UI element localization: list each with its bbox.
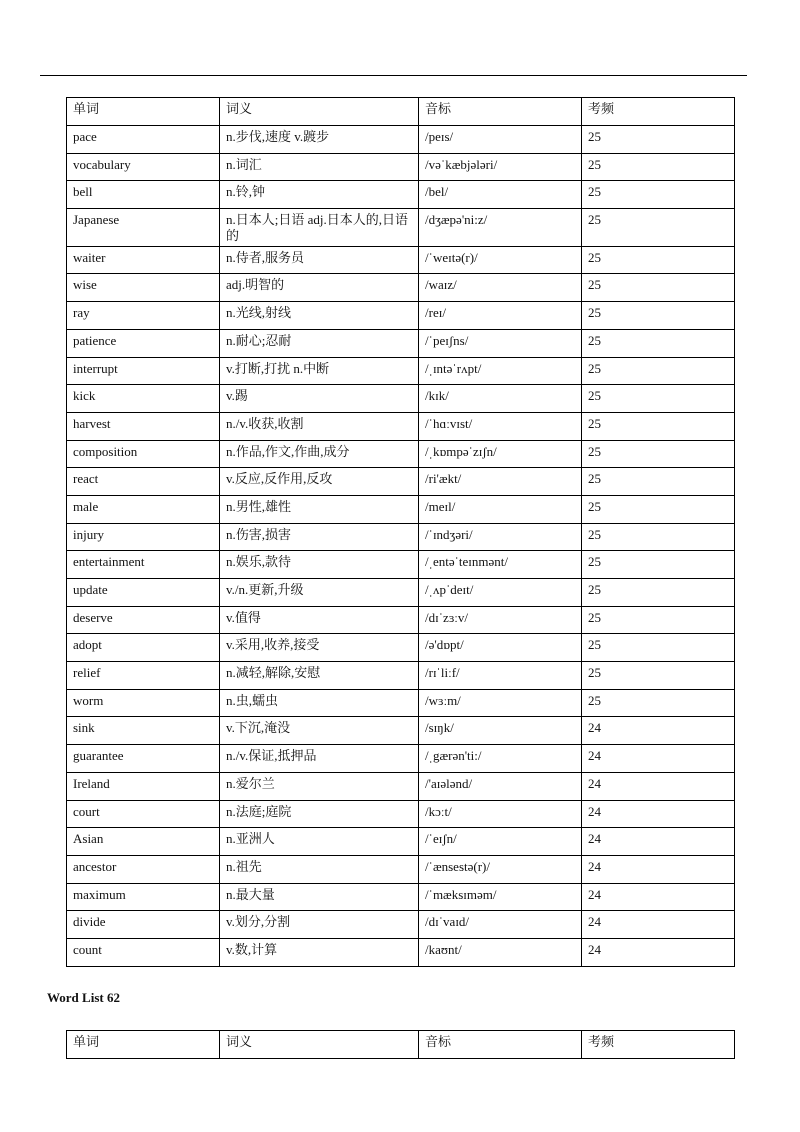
phonetic-cell: /ˈweɪtə(r)/ bbox=[419, 246, 582, 274]
meaning-cell: n.伤害,损害 bbox=[220, 523, 419, 551]
frequency-cell: 25 bbox=[582, 274, 735, 302]
table-row bbox=[67, 551, 735, 579]
meaning-cell: n.亚洲人 bbox=[220, 828, 419, 856]
word-cell: relief bbox=[67, 662, 220, 690]
meaning-cell: n.侍者,服务员 bbox=[220, 246, 419, 274]
table-row bbox=[67, 209, 735, 247]
word-cell: entertainment bbox=[67, 551, 220, 579]
meaning-cell: v.反应,反作用,反攻 bbox=[220, 468, 419, 496]
table-row bbox=[67, 745, 735, 773]
word-cell: count bbox=[67, 938, 220, 966]
meaning-cell: n.日本人;日语 adj.日本人的,日语的 bbox=[220, 209, 419, 247]
frequency-cell: 25 bbox=[582, 634, 735, 662]
phonetic-cell: /dɪˈzɜːv/ bbox=[419, 606, 582, 634]
phonetic-cell: /reɪ/ bbox=[419, 302, 582, 330]
frequency-cell: 24 bbox=[582, 911, 735, 939]
word-cell: vocabulary bbox=[67, 153, 220, 181]
phonetic-cell: /ˈɪndʒəri/ bbox=[419, 523, 582, 551]
frequency-cell: 25 bbox=[582, 495, 735, 523]
table-row bbox=[67, 911, 735, 939]
phonetic-cell: /ˈmæksɪməm/ bbox=[419, 883, 582, 911]
word-cell: injury bbox=[67, 523, 220, 551]
meaning-cell: n.爱尔兰 bbox=[220, 772, 419, 800]
table-row bbox=[67, 662, 735, 690]
next-vocabulary-table bbox=[66, 1030, 735, 1059]
phonetic-cell: /sɪŋk/ bbox=[419, 717, 582, 745]
frequency-cell: 24 bbox=[582, 883, 735, 911]
table-header-row bbox=[67, 98, 735, 126]
table-body bbox=[67, 126, 735, 967]
meaning-cell: n.铃,钟 bbox=[220, 181, 419, 209]
phonetic-cell: /bel/ bbox=[419, 181, 582, 209]
phonetic-cell: /ˌɪntəˈrʌpt/ bbox=[419, 357, 582, 385]
table-row bbox=[67, 274, 735, 302]
meaning-cell: n.虫,蠕虫 bbox=[220, 689, 419, 717]
meaning-cell: n.最大量 bbox=[220, 883, 419, 911]
word-cell: waiter bbox=[67, 246, 220, 274]
frequency-cell: 25 bbox=[582, 126, 735, 154]
table-row bbox=[67, 181, 735, 209]
meaning-cell: n.光线,射线 bbox=[220, 302, 419, 330]
frequency-cell: 25 bbox=[582, 440, 735, 468]
frequency-cell: 25 bbox=[582, 689, 735, 717]
meaning-cell: v.采用,收养,接受 bbox=[220, 634, 419, 662]
frequency-cell: 25 bbox=[582, 579, 735, 607]
phonetic-cell: /dʒæpə'ni:z/ bbox=[419, 209, 582, 247]
table-row bbox=[67, 855, 735, 883]
phonetic-cell: /kɪk/ bbox=[419, 385, 582, 413]
meaning-cell: n.耐心;忍耐 bbox=[220, 329, 419, 357]
table-row bbox=[67, 689, 735, 717]
frequency-cell: 24 bbox=[582, 938, 735, 966]
frequency-cell: 25 bbox=[582, 153, 735, 181]
table-row bbox=[67, 357, 735, 385]
header-meaning: 词义 bbox=[220, 98, 419, 126]
word-cell: kick bbox=[67, 385, 220, 413]
meaning-cell: v.数,计算 bbox=[220, 938, 419, 966]
header-phonetic: 音标 bbox=[419, 1031, 582, 1059]
word-cell: composition bbox=[67, 440, 220, 468]
word-cell: ray bbox=[67, 302, 220, 330]
vocabulary-table bbox=[66, 97, 735, 967]
table-row bbox=[67, 468, 735, 496]
table-row bbox=[67, 412, 735, 440]
word-cell: harvest bbox=[67, 412, 220, 440]
phonetic-cell: /meɪl/ bbox=[419, 495, 582, 523]
meaning-cell: n.祖先 bbox=[220, 855, 419, 883]
frequency-cell: 25 bbox=[582, 329, 735, 357]
table-row bbox=[67, 634, 735, 662]
table-row bbox=[67, 800, 735, 828]
word-cell: ancestor bbox=[67, 855, 220, 883]
table-row bbox=[67, 523, 735, 551]
table-row bbox=[67, 495, 735, 523]
phonetic-cell: /ˌgærən'ti:/ bbox=[419, 745, 582, 773]
phonetic-cell: /kaʊnt/ bbox=[419, 938, 582, 966]
phonetic-cell: /dɪˈvaɪd/ bbox=[419, 911, 582, 939]
frequency-cell: 25 bbox=[582, 357, 735, 385]
word-cell: patience bbox=[67, 329, 220, 357]
phonetic-cell: /ˈeɪʃn/ bbox=[419, 828, 582, 856]
table-row bbox=[67, 329, 735, 357]
table-row bbox=[67, 385, 735, 413]
meaning-cell: n.词汇 bbox=[220, 153, 419, 181]
meaning-cell: v.下沉,淹没 bbox=[220, 717, 419, 745]
word-cell: Asian bbox=[67, 828, 220, 856]
meaning-cell: n.男性,雄性 bbox=[220, 495, 419, 523]
word-cell: interrupt bbox=[67, 357, 220, 385]
phonetic-cell: /ə'dɒpt/ bbox=[419, 634, 582, 662]
phonetic-cell: /kɔːt/ bbox=[419, 800, 582, 828]
header-meaning: 词义 bbox=[220, 1031, 419, 1059]
header-frequency: 考频 bbox=[582, 1031, 735, 1059]
frequency-cell: 25 bbox=[582, 385, 735, 413]
table-row bbox=[67, 938, 735, 966]
word-cell: pace bbox=[67, 126, 220, 154]
phonetic-cell: /ˌentəˈteɪnmənt/ bbox=[419, 551, 582, 579]
word-cell: court bbox=[67, 800, 220, 828]
frequency-cell: 25 bbox=[582, 412, 735, 440]
phonetic-cell: /ˌʌpˈdeɪt/ bbox=[419, 579, 582, 607]
section-title: Word List 62 bbox=[47, 990, 120, 1005]
frequency-cell: 24 bbox=[582, 828, 735, 856]
table-row bbox=[67, 883, 735, 911]
word-cell: sink bbox=[67, 717, 220, 745]
table-header-row bbox=[67, 1031, 735, 1059]
word-cell: bell bbox=[67, 181, 220, 209]
meaning-cell: v./n.更新,升级 bbox=[220, 579, 419, 607]
meaning-cell: n.法庭;庭院 bbox=[220, 800, 419, 828]
frequency-cell: 25 bbox=[582, 551, 735, 579]
word-cell: guarantee bbox=[67, 745, 220, 773]
table-row bbox=[67, 606, 735, 634]
frequency-cell: 25 bbox=[582, 181, 735, 209]
meaning-cell: v.值得 bbox=[220, 606, 419, 634]
meaning-cell: n./v.收获,收割 bbox=[220, 412, 419, 440]
table-row bbox=[67, 246, 735, 274]
frequency-cell: 25 bbox=[582, 523, 735, 551]
table-row bbox=[67, 772, 735, 800]
meaning-cell: n./v.保证,抵押品 bbox=[220, 745, 419, 773]
phonetic-cell: /ri'ækt/ bbox=[419, 468, 582, 496]
word-cell: divide bbox=[67, 911, 220, 939]
table-row bbox=[67, 828, 735, 856]
word-cell: male bbox=[67, 495, 220, 523]
word-cell: wise bbox=[67, 274, 220, 302]
frequency-cell: 25 bbox=[582, 246, 735, 274]
header-word: 单词 bbox=[67, 98, 220, 126]
meaning-cell: v.踢 bbox=[220, 385, 419, 413]
phonetic-cell: /peɪs/ bbox=[419, 126, 582, 154]
frequency-cell: 25 bbox=[582, 302, 735, 330]
word-cell: Japanese bbox=[67, 209, 220, 247]
header-rule bbox=[40, 75, 747, 76]
meaning-cell: v.划分,分割 bbox=[220, 911, 419, 939]
table-row bbox=[67, 126, 735, 154]
phonetic-cell: /'aɪələnd/ bbox=[419, 772, 582, 800]
table-row bbox=[67, 579, 735, 607]
phonetic-cell: /ˈænsestə(r)/ bbox=[419, 855, 582, 883]
table-row bbox=[67, 717, 735, 745]
phonetic-cell: /ˈhɑːvɪst/ bbox=[419, 412, 582, 440]
phonetic-cell: /ˌkɒmpəˈzɪʃn/ bbox=[419, 440, 582, 468]
table-row bbox=[67, 153, 735, 181]
word-cell: maximum bbox=[67, 883, 220, 911]
frequency-cell: 25 bbox=[582, 209, 735, 247]
word-cell: deserve bbox=[67, 606, 220, 634]
word-cell: adopt bbox=[67, 634, 220, 662]
frequency-cell: 24 bbox=[582, 800, 735, 828]
word-cell: worm bbox=[67, 689, 220, 717]
meaning-cell: n.娱乐,款待 bbox=[220, 551, 419, 579]
meaning-cell: adj.明智的 bbox=[220, 274, 419, 302]
phonetic-cell: /waɪz/ bbox=[419, 274, 582, 302]
frequency-cell: 25 bbox=[582, 662, 735, 690]
phonetic-cell: /rɪˈliːf/ bbox=[419, 662, 582, 690]
header-phonetic: 音标 bbox=[419, 98, 582, 126]
header-frequency: 考频 bbox=[582, 98, 735, 126]
table-row bbox=[67, 302, 735, 330]
frequency-cell: 25 bbox=[582, 606, 735, 634]
meaning-cell: n.作品,作文,作曲,成分 bbox=[220, 440, 419, 468]
frequency-cell: 25 bbox=[582, 468, 735, 496]
phonetic-cell: /vəˈkæbjələri/ bbox=[419, 153, 582, 181]
word-cell: update bbox=[67, 579, 220, 607]
meaning-cell: n.步伐,速度 v.踱步 bbox=[220, 126, 419, 154]
word-cell: Ireland bbox=[67, 772, 220, 800]
meaning-cell: v.打断,打扰 n.中断 bbox=[220, 357, 419, 385]
frequency-cell: 24 bbox=[582, 717, 735, 745]
frequency-cell: 24 bbox=[582, 745, 735, 773]
phonetic-cell: /ˈpeɪʃns/ bbox=[419, 329, 582, 357]
meaning-cell: n.减轻,解除,安慰 bbox=[220, 662, 419, 690]
frequency-cell: 24 bbox=[582, 855, 735, 883]
table-row bbox=[67, 440, 735, 468]
frequency-cell: 24 bbox=[582, 772, 735, 800]
phonetic-cell: /wɜːm/ bbox=[419, 689, 582, 717]
word-cell: react bbox=[67, 468, 220, 496]
header-word: 单词 bbox=[67, 1031, 220, 1059]
